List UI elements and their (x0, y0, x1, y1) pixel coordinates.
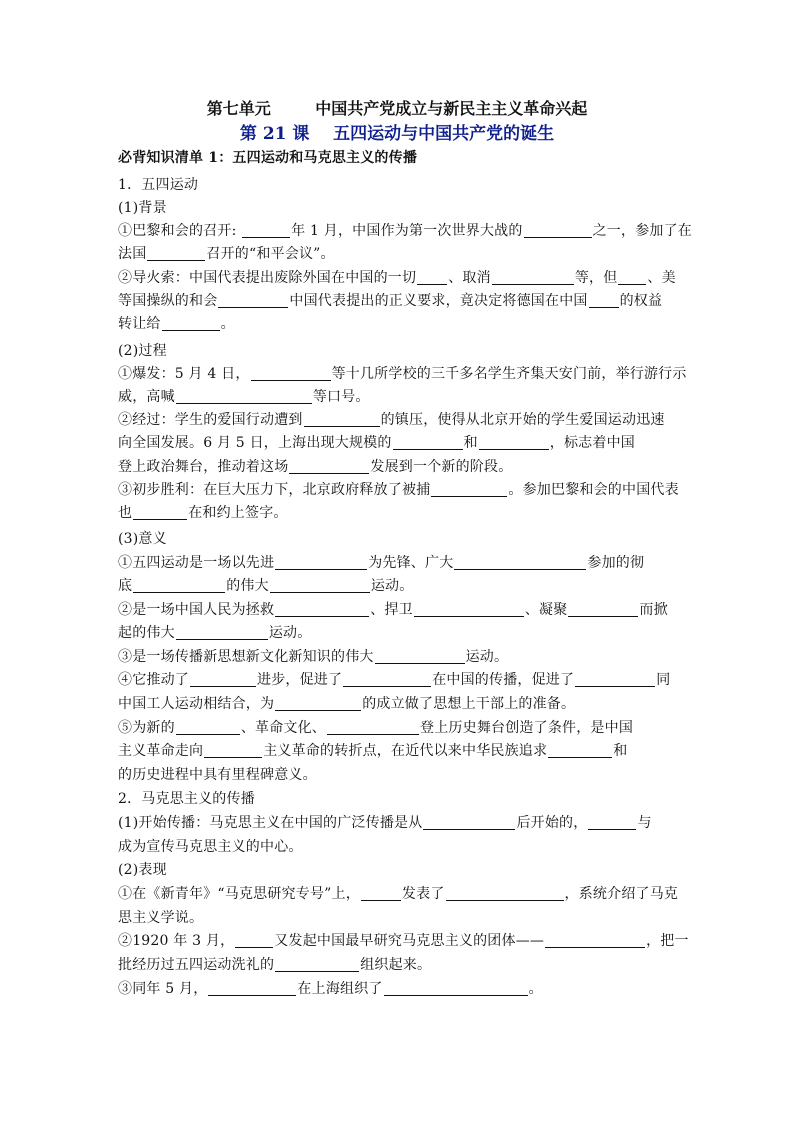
fill-in-blank[interactable] (343, 670, 431, 687)
fill-in-blank[interactable] (524, 221, 592, 238)
worksheet-line (118, 717, 678, 740)
line-text: (3)意义 (118, 531, 167, 547)
fill-in-blank[interactable] (618, 268, 646, 285)
line-text: 、革命文化、 (240, 720, 327, 736)
line-text: 的镇压，使得从北京开始的学生爱国运动迅速 (380, 412, 665, 428)
line-text: 登上政治舞台，推动着这场 (118, 459, 289, 475)
worksheet-line (118, 243, 678, 266)
line-text: 、美 (647, 270, 676, 286)
fill-in-blank[interactable] (176, 718, 240, 735)
line-text: 登上历史舞台创造了条件，是中国 (420, 720, 634, 736)
fill-in-blank[interactable] (327, 718, 419, 735)
worksheet-line (118, 313, 678, 336)
line-text: 底 (118, 578, 133, 594)
worksheet-line (118, 669, 678, 692)
fill-in-blank[interactable] (270, 576, 370, 593)
fill-in-blank[interactable] (414, 600, 524, 617)
line-text: 1．五四运动 (118, 177, 199, 193)
line-text: ③同年 5 月， (118, 981, 208, 997)
line-text: 中国工人运动相结合，为 (118, 696, 275, 712)
line-text: ②经过：学生的爱国行动遭到 (118, 412, 303, 428)
worksheet-line (118, 197, 678, 220)
fill-in-blank[interactable] (454, 553, 586, 570)
worksheet-line (118, 340, 678, 363)
worksheet-line (118, 812, 678, 835)
line-text: (1)开始传播：马克思主义在中国的广泛传播是从 (118, 815, 423, 831)
worksheet-line (118, 220, 692, 243)
line-text: 等十几所学校的三千多名学生齐集天安门前，举行游行示 (331, 366, 687, 382)
worksheet-line (118, 859, 678, 882)
worksheet-line (118, 575, 678, 598)
fill-in-blank[interactable] (162, 314, 220, 331)
line-text: 又发起中国最早研究马克思主义的团体—— (274, 933, 545, 949)
line-text: ，系统介绍了马克 (564, 886, 679, 902)
unit-title: 第七单元 中国共产党成立与新民主主义革命兴起 (206, 99, 588, 118)
line-text: 转让给 (118, 316, 161, 332)
line-text: 的伟大 (226, 578, 269, 594)
fill-in-blank[interactable] (204, 741, 262, 758)
line-text: 成为宣传马克思主义的中心。 (118, 839, 303, 855)
worksheet-line (118, 599, 678, 622)
worksheet-line (118, 907, 678, 930)
fill-in-blank[interactable] (588, 813, 636, 830)
worksheet-line (118, 479, 678, 502)
fill-in-blank[interactable] (275, 553, 367, 570)
line-text: 主义革命的转折点，在近代以来中华民族追求 (263, 743, 548, 759)
fill-in-blank[interactable] (304, 410, 380, 427)
line-text: ，把一 (646, 933, 689, 949)
line-text: ③是一场传播新思想新文化新知识的伟大 (118, 649, 374, 665)
fill-in-blank[interactable] (275, 694, 361, 711)
line-text: 向全国发展。6 月 5 日，上海出现大规模的 (118, 435, 392, 451)
fill-in-blank[interactable] (384, 979, 528, 996)
line-text: 同 (656, 672, 671, 688)
worksheet-line (118, 930, 689, 953)
line-text: 和 (463, 435, 478, 451)
fill-in-blank[interactable] (242, 221, 290, 238)
fill-in-blank[interactable] (589, 291, 619, 308)
worksheet-line (118, 693, 678, 716)
line-text: ④它推动了 (118, 672, 189, 688)
fill-in-blank[interactable] (361, 884, 401, 901)
line-text: 、凝聚 (524, 602, 568, 618)
line-text: ②是一场中国人民为拯救 (118, 602, 275, 618)
fill-in-blank[interactable] (275, 955, 359, 972)
line-text: 、捍卫 (370, 602, 413, 618)
worksheet-line (118, 552, 678, 575)
line-text: 后开始的， (516, 815, 588, 831)
section-title: 必背知识清单 1：五四运动和马克思主义的传播 (118, 150, 418, 166)
fill-in-blank[interactable] (423, 813, 515, 830)
worksheet-line (118, 883, 678, 906)
line-text: 2．马克思主义的传播 (118, 791, 255, 807)
line-text: 年 1 月，中国作为第一次世界大战的 (291, 223, 523, 239)
worksheet-line (118, 502, 678, 525)
fill-in-blank[interactable] (190, 670, 256, 687)
line-text: 与 (637, 815, 652, 831)
line-text: 、取消 (448, 270, 491, 286)
worksheet-line (118, 386, 678, 409)
line-text: 威，高喊 (118, 389, 175, 405)
line-text: 法国 (118, 246, 147, 262)
line-text: 而掀 (639, 602, 668, 618)
line-text: 的权益 (619, 293, 663, 309)
worksheet-line (118, 290, 678, 313)
worksheet-line (118, 432, 678, 455)
worksheet-line (118, 836, 678, 859)
line-text: 在和约上签字。 (188, 505, 288, 521)
fill-in-blank[interactable] (393, 433, 463, 450)
worksheet-line (118, 622, 678, 645)
fill-in-blank[interactable] (235, 931, 273, 948)
line-text: 在中国的传播，促进了 (432, 672, 575, 688)
worksheet-line (118, 954, 678, 977)
fill-in-blank[interactable] (251, 364, 331, 381)
worksheet-line (118, 646, 678, 669)
line-text: 运动。 (370, 578, 414, 594)
fill-in-blank[interactable] (417, 268, 447, 285)
worksheet-line (118, 267, 678, 290)
line-text: (2)表现 (118, 862, 167, 878)
line-text: 也 (118, 505, 133, 521)
line-text: ①爆发：5 月 4 日， (118, 366, 250, 382)
line-text: (1)背景 (118, 200, 167, 216)
line-text: 召开的“和平会议”。 (206, 246, 335, 262)
line-text: 为先锋、广大 (368, 555, 454, 571)
line-text: 等口号。 (312, 389, 370, 405)
fill-in-blank[interactable] (133, 576, 225, 593)
fill-in-blank[interactable] (375, 647, 465, 664)
line-text: 批经历过五四运动洗礼的 (118, 957, 275, 973)
line-text: 进步，促进了 (257, 672, 343, 688)
line-text: 。 (220, 316, 235, 332)
fill-in-blank[interactable] (568, 600, 638, 617)
line-text: 的成立做了思想上干部上的准备。 (362, 696, 576, 712)
fill-in-blank[interactable] (133, 503, 187, 520)
line-text: 和 (613, 743, 628, 759)
fill-in-blank[interactable] (176, 623, 268, 640)
line-text: 起的伟大 (118, 625, 175, 641)
line-text: 运动。 (268, 625, 312, 641)
line-text: 等国操纵的和会 (118, 293, 218, 309)
line-text: ①在《新青年》“马克思研究专号”上， (118, 886, 360, 902)
line-text: ②导火索：中国代表提出废除外国在中国的一切 (118, 270, 417, 286)
line-text: 参加的彻 (587, 555, 645, 571)
fill-in-blank[interactable] (218, 291, 288, 308)
fill-in-blank[interactable] (479, 433, 549, 450)
fill-in-blank[interactable] (176, 387, 312, 404)
worksheet-line (118, 174, 678, 197)
line-text: 的历史进程中具有里程碑意义。 (118, 767, 317, 783)
line-text: 发展到一个新的阶段。 (370, 459, 513, 475)
worksheet-line (118, 409, 678, 432)
worksheet-line (118, 978, 678, 1001)
fill-in-blank[interactable] (431, 480, 507, 497)
worksheet-line (118, 740, 678, 763)
line-text: 主义革命走向 (118, 743, 204, 759)
worksheet-line (118, 363, 687, 386)
line-text: 。参加巴黎和会的中国代表 (508, 482, 679, 498)
worksheet-line (118, 456, 678, 479)
line-text: 。 (528, 981, 543, 997)
line-text: ，标志着中国 (549, 435, 635, 451)
fill-in-blank[interactable] (275, 600, 369, 617)
line-text: 组织起来。 (360, 957, 432, 973)
fill-in-blank[interactable] (289, 457, 369, 474)
fill-in-blank[interactable] (208, 979, 296, 996)
fill-in-blank[interactable] (446, 884, 564, 901)
lesson-title: 第 21 课 五四运动与中国共产党的诞生 (239, 124, 555, 144)
line-text: 思主义学说。 (118, 910, 204, 926)
line-text: 运动。 (465, 649, 509, 665)
worksheet-line (118, 528, 678, 551)
fill-in-blank[interactable] (492, 268, 574, 285)
line-text: ②1920 年 3 月， (118, 933, 235, 949)
line-text: 之一，参加了在 (592, 223, 692, 239)
fill-in-blank[interactable] (548, 741, 612, 758)
line-text: ①巴黎和会的召开: (118, 223, 242, 239)
line-text: ①五四运动是一场以先进 (118, 555, 275, 571)
line-text: ③初步胜利：在巨大压力下，北京政府释放了被捕 (118, 482, 431, 498)
line-text: 在上海组织了 (297, 981, 383, 997)
fill-in-blank[interactable] (147, 244, 205, 261)
fill-in-blank[interactable] (575, 670, 655, 687)
line-text: 中国代表提出的正义要求，竟决定将德国在中国 (289, 293, 588, 309)
line-text: ⑤为新的 (118, 720, 175, 736)
line-text: 等，但 (574, 270, 618, 286)
worksheet-line (118, 788, 678, 811)
fill-in-blank[interactable] (545, 931, 645, 948)
line-text: (2)过程 (118, 343, 167, 359)
worksheet-line (118, 764, 678, 787)
line-text: 发表了 (401, 886, 445, 902)
